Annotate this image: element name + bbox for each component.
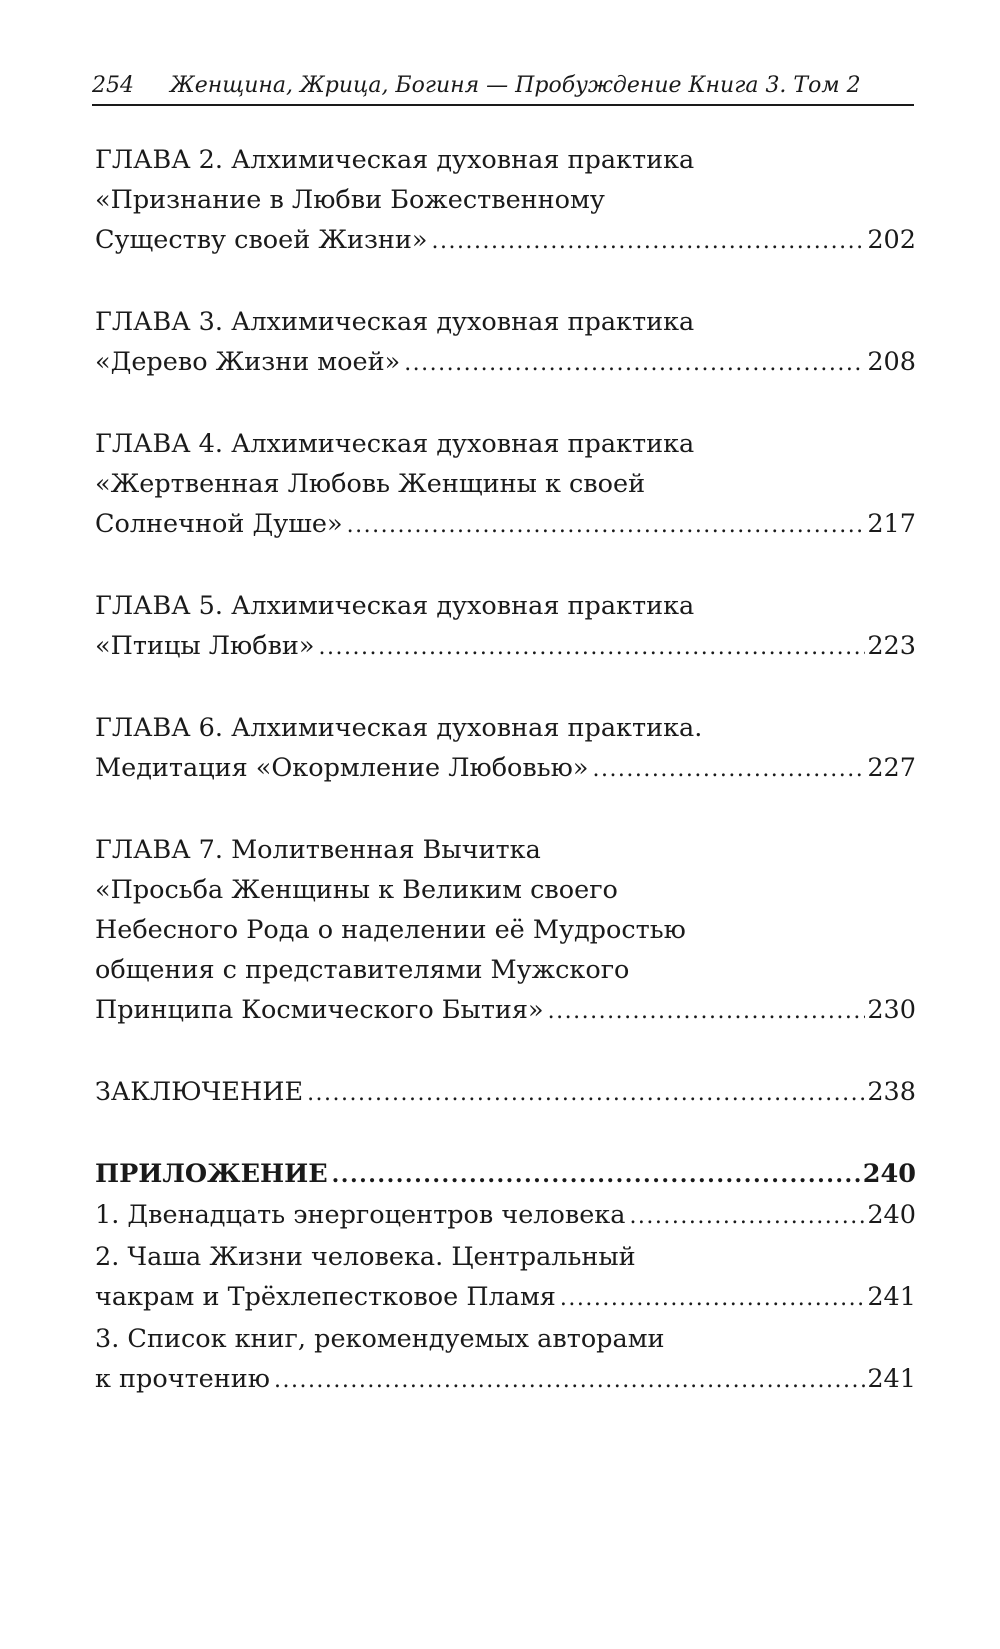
toc-page-number: 241 — [867, 1282, 916, 1312]
toc-entry-chapter-5 — [95, 586, 916, 668]
toc-entry-final-line — [95, 342, 916, 384]
toc-entry-line: Солнечной Душе» — [95, 509, 343, 539]
dot-leader — [347, 506, 866, 546]
toc-page-number: 240 — [867, 1200, 916, 1230]
toc-entry-line: ГЛАВА 5. Алхимическая духовная практика — [95, 591, 695, 621]
toc-entry-appendix — [95, 1154, 916, 1195]
toc-appendix-item-3 — [95, 1319, 916, 1401]
toc-entry-line: ГЛАВА 2. Алхимическая духовная практика — [95, 145, 695, 175]
toc-entry-final-line — [95, 1277, 916, 1319]
toc-entry-line: «Дерево Жизни моей» — [95, 347, 401, 377]
appendix-title: ПРИЛОЖЕНИЕ — [95, 1159, 328, 1189]
toc-entry-line: к прочтению — [95, 1364, 270, 1394]
toc-page-number: 208 — [867, 347, 916, 377]
header-page-number: 254 — [92, 73, 134, 98]
toc-page-number: 217 — [867, 509, 916, 539]
toc-entry-final-line — [95, 504, 916, 546]
toc-entry-final-line — [95, 748, 916, 790]
toc-entry-chapter-2 — [95, 140, 916, 262]
toc-entry-final-line — [95, 1195, 916, 1237]
toc-entry-line: Принципа Космического Бытия» — [95, 995, 544, 1025]
toc-page-number: 230 — [867, 995, 916, 1025]
toc-entry-line: чакрам и Трёхлепестковое Пламя — [95, 1282, 556, 1312]
toc-entry-line: «Признание в Любви Божественному — [95, 185, 605, 215]
toc-page-number: 238 — [867, 1077, 916, 1107]
dot-leader — [319, 628, 866, 668]
toc-page-number: 241 — [867, 1364, 916, 1394]
toc-entry-final-line — [95, 990, 916, 1032]
toc-page-number: 202 — [867, 225, 916, 255]
toc-entry-conclusion — [95, 1072, 916, 1114]
toc-page-number: 240 — [862, 1159, 916, 1189]
toc-entry-final-line — [95, 626, 916, 668]
toc-entry-line: ЗАКЛЮЧЕНИЕ — [95, 1077, 304, 1107]
toc-entry-line: 2. Чаша Жизни человека. Центральный — [95, 1242, 636, 1272]
toc-page-number: 227 — [867, 753, 916, 783]
dot-leader — [560, 1279, 865, 1319]
dot-leader — [629, 1197, 865, 1237]
toc-entry-line: «Просьба Женщины к Великим своего — [95, 875, 618, 905]
toc-entry-chapter-3 — [95, 302, 916, 384]
toc-entry-line: ГЛАВА 4. Алхимическая духовная практика — [95, 429, 695, 459]
toc-entry-line: ГЛАВА 7. Молитвенная Вычитка — [95, 835, 541, 865]
dot-leader — [404, 344, 865, 384]
dot-leader — [307, 1074, 865, 1114]
toc-entry-chapter-6 — [95, 708, 916, 790]
dot-leader — [274, 1361, 865, 1401]
dot-leader — [332, 1155, 861, 1195]
toc-entry-chapter-4 — [95, 424, 916, 546]
header-book-title: Женщина, Жрица, Богиня — Пробуждение Книга 3. Том 2 — [170, 73, 861, 98]
toc-page-number: 223 — [867, 631, 916, 661]
toc-entry-line: 1. Двенадцать энергоцентров человека — [95, 1200, 626, 1230]
toc-entry-line: ГЛАВА 3. Алхимическая духовная практика — [95, 307, 695, 337]
toc-entry-line: 3. Список книг, рекомендуемых авторами — [95, 1324, 665, 1354]
toc-entry-final-line — [95, 220, 916, 262]
dot-leader — [432, 222, 866, 262]
toc-entry-line: Существу своей Жизни» — [95, 225, 428, 255]
toc-entry-final-line — [95, 1359, 916, 1401]
toc-appendix-item-1 — [95, 1195, 916, 1237]
toc-entry-final-line — [95, 1072, 916, 1114]
toc-entry-line: Медитация «Окормление Любовью» — [95, 753, 589, 783]
dot-leader — [548, 992, 866, 1032]
running-header — [92, 72, 914, 106]
toc-appendix-item-2 — [95, 1237, 916, 1319]
toc-entry-line: ГЛАВА 6. Алхимическая духовная практика. — [95, 713, 703, 743]
toc-entry-line: общения с представителями Мужского — [95, 955, 630, 985]
toc-entry-line: «Жертвенная Любовь Женщины к своей — [95, 469, 646, 499]
toc-entry-line: «Птицы Любви» — [95, 631, 315, 661]
toc-entry-line: Небесного Рода о наделении её Мудростью — [95, 915, 686, 945]
dot-leader — [592, 750, 865, 790]
toc-entry-chapter-7 — [95, 830, 916, 1032]
toc-entry-final-line — [95, 1154, 916, 1195]
table-of-contents — [95, 140, 916, 1401]
